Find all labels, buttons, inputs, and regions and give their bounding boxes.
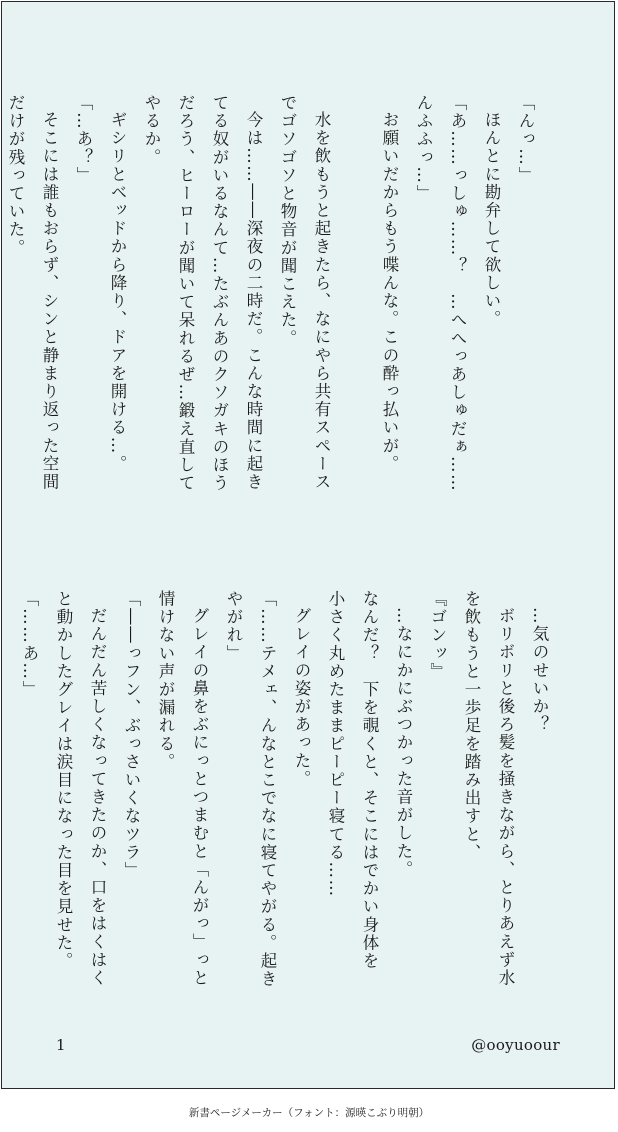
text-column: てる奴がいるなんて…たぶんあのクソガキのほう (210, 94, 229, 493)
text-column: …気のせいか？ (530, 607, 549, 734)
upper-text-block (0, 94, 542, 534)
text-column: 今は……――深夜の二時だ。こんな時間に起き (244, 111, 263, 492)
text-column: 『ゴンッ』 (428, 590, 447, 681)
text-column: 「…あ？」 (74, 94, 93, 185)
text-column: 水を飲もうと起きたら、なにやら共有スペース (312, 111, 331, 492)
generator-credit: 新書ページメーカー（フォント：源暎こぶり明朝） (188, 1107, 430, 1119)
text-column: ギシリとベッドから降り、ドアを開ける…。 (108, 111, 127, 473)
author-handle: @ooyuoour (471, 1036, 560, 1054)
text-column: だんだん苦しくなってきたのか、口をはくはく (88, 607, 107, 988)
text-column: 「……テメェ、んなとこでなに寝てやがる。起き (258, 590, 277, 989)
text-column: だろう、ヒーローが聞いて呆れるぜ…鍛え直して (176, 94, 195, 493)
novel-page (1, 1, 615, 1089)
text-column: だけが残っていた。 (6, 94, 25, 257)
text-column: 「んっ…」 (516, 94, 535, 185)
page-number: 1 (56, 1036, 66, 1054)
lower-text-block (12, 590, 556, 1030)
text-column: 小さく丸めたままピーピー寝てる…… (326, 590, 345, 898)
text-column: グレイの姿があった。 (292, 607, 311, 788)
text-column: そこには誰もおらず、シンと静まり返った空間 (40, 111, 59, 492)
text-column: 「……あ…」 (20, 590, 39, 699)
text-column: グレイの鼻をぶにっとつまむと「んがっ」っと (190, 607, 209, 988)
text-column: なんだ？ 下を覗くと、そこにはでかい身体を (360, 590, 379, 971)
text-column: 「あ……っしゅ……？ …へへっあしゅだぁ…… (448, 94, 467, 493)
text-column: を飲もうと一歩足を踏み出すと、 (462, 590, 481, 862)
text-column: 情けない声が漏れる。 (156, 590, 175, 771)
text-column (338, 94, 372, 534)
text-column: やがれ」 (224, 590, 243, 663)
text-column: でゴソゴソと物音が聞こえた。 (278, 94, 297, 348)
text-column: と動かしたグレイは涙目になった目を見せた。 (54, 590, 73, 971)
text-column: 「――っフン、ぶっさいくなツラ」 (122, 590, 141, 880)
text-column: ほんとに勘弁して欲しい。 (482, 111, 501, 329)
text-column: …なにかにぶつかった音がした。 (394, 607, 413, 879)
text-column: お願いだからもう喋んな。この酔っ払いが。 (380, 111, 399, 473)
text-column: ボリボリと後ろ髪を掻きながら、とりあえず水 (496, 607, 515, 988)
text-column: んふふっ…」 (414, 94, 433, 203)
text-column: やるか。 (142, 94, 161, 167)
